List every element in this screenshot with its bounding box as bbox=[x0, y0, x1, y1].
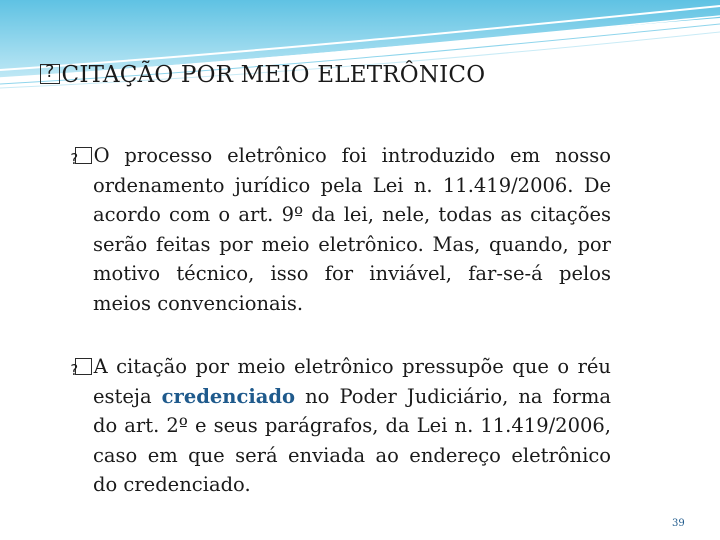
bullet-icon bbox=[75, 358, 92, 375]
page-number: 39 bbox=[672, 518, 685, 529]
highlight-credenciado: credenciado bbox=[161, 384, 296, 408]
slide-title-text: CITAÇÃO POR MEIO ELETRÔNICO bbox=[61, 62, 486, 88]
paragraph-1-text: O processo eletrônico foi introduzido em nosso ordenamento jurídico pela Lei n. 11.419/2006. De acordo com o art. 9º da lei, nele, todas as citações serão feitas por meio eletrônico. Mas, quando, por motivo técnico, isso for inviável, far-se-á pelos meios convencionais. bbox=[93, 144, 611, 315]
paragraph-2 bbox=[77, 352, 611, 500]
paragraph-2-text-before: A citação por meio eletrônico pressupõe que o réu esteja bbox=[93, 355, 611, 408]
bullet-icon bbox=[75, 147, 92, 164]
paragraph-2-text-after: no Poder Judiciário, na forma do art. 2º e seus parágrafos, da Lei n. 11.419/2006, caso em que será enviada ao endereço eletrônico do credenciado. bbox=[93, 384, 611, 496]
paragraph-1 bbox=[77, 141, 611, 318]
slide-title bbox=[40, 62, 485, 88]
bullet-icon bbox=[40, 64, 60, 84]
